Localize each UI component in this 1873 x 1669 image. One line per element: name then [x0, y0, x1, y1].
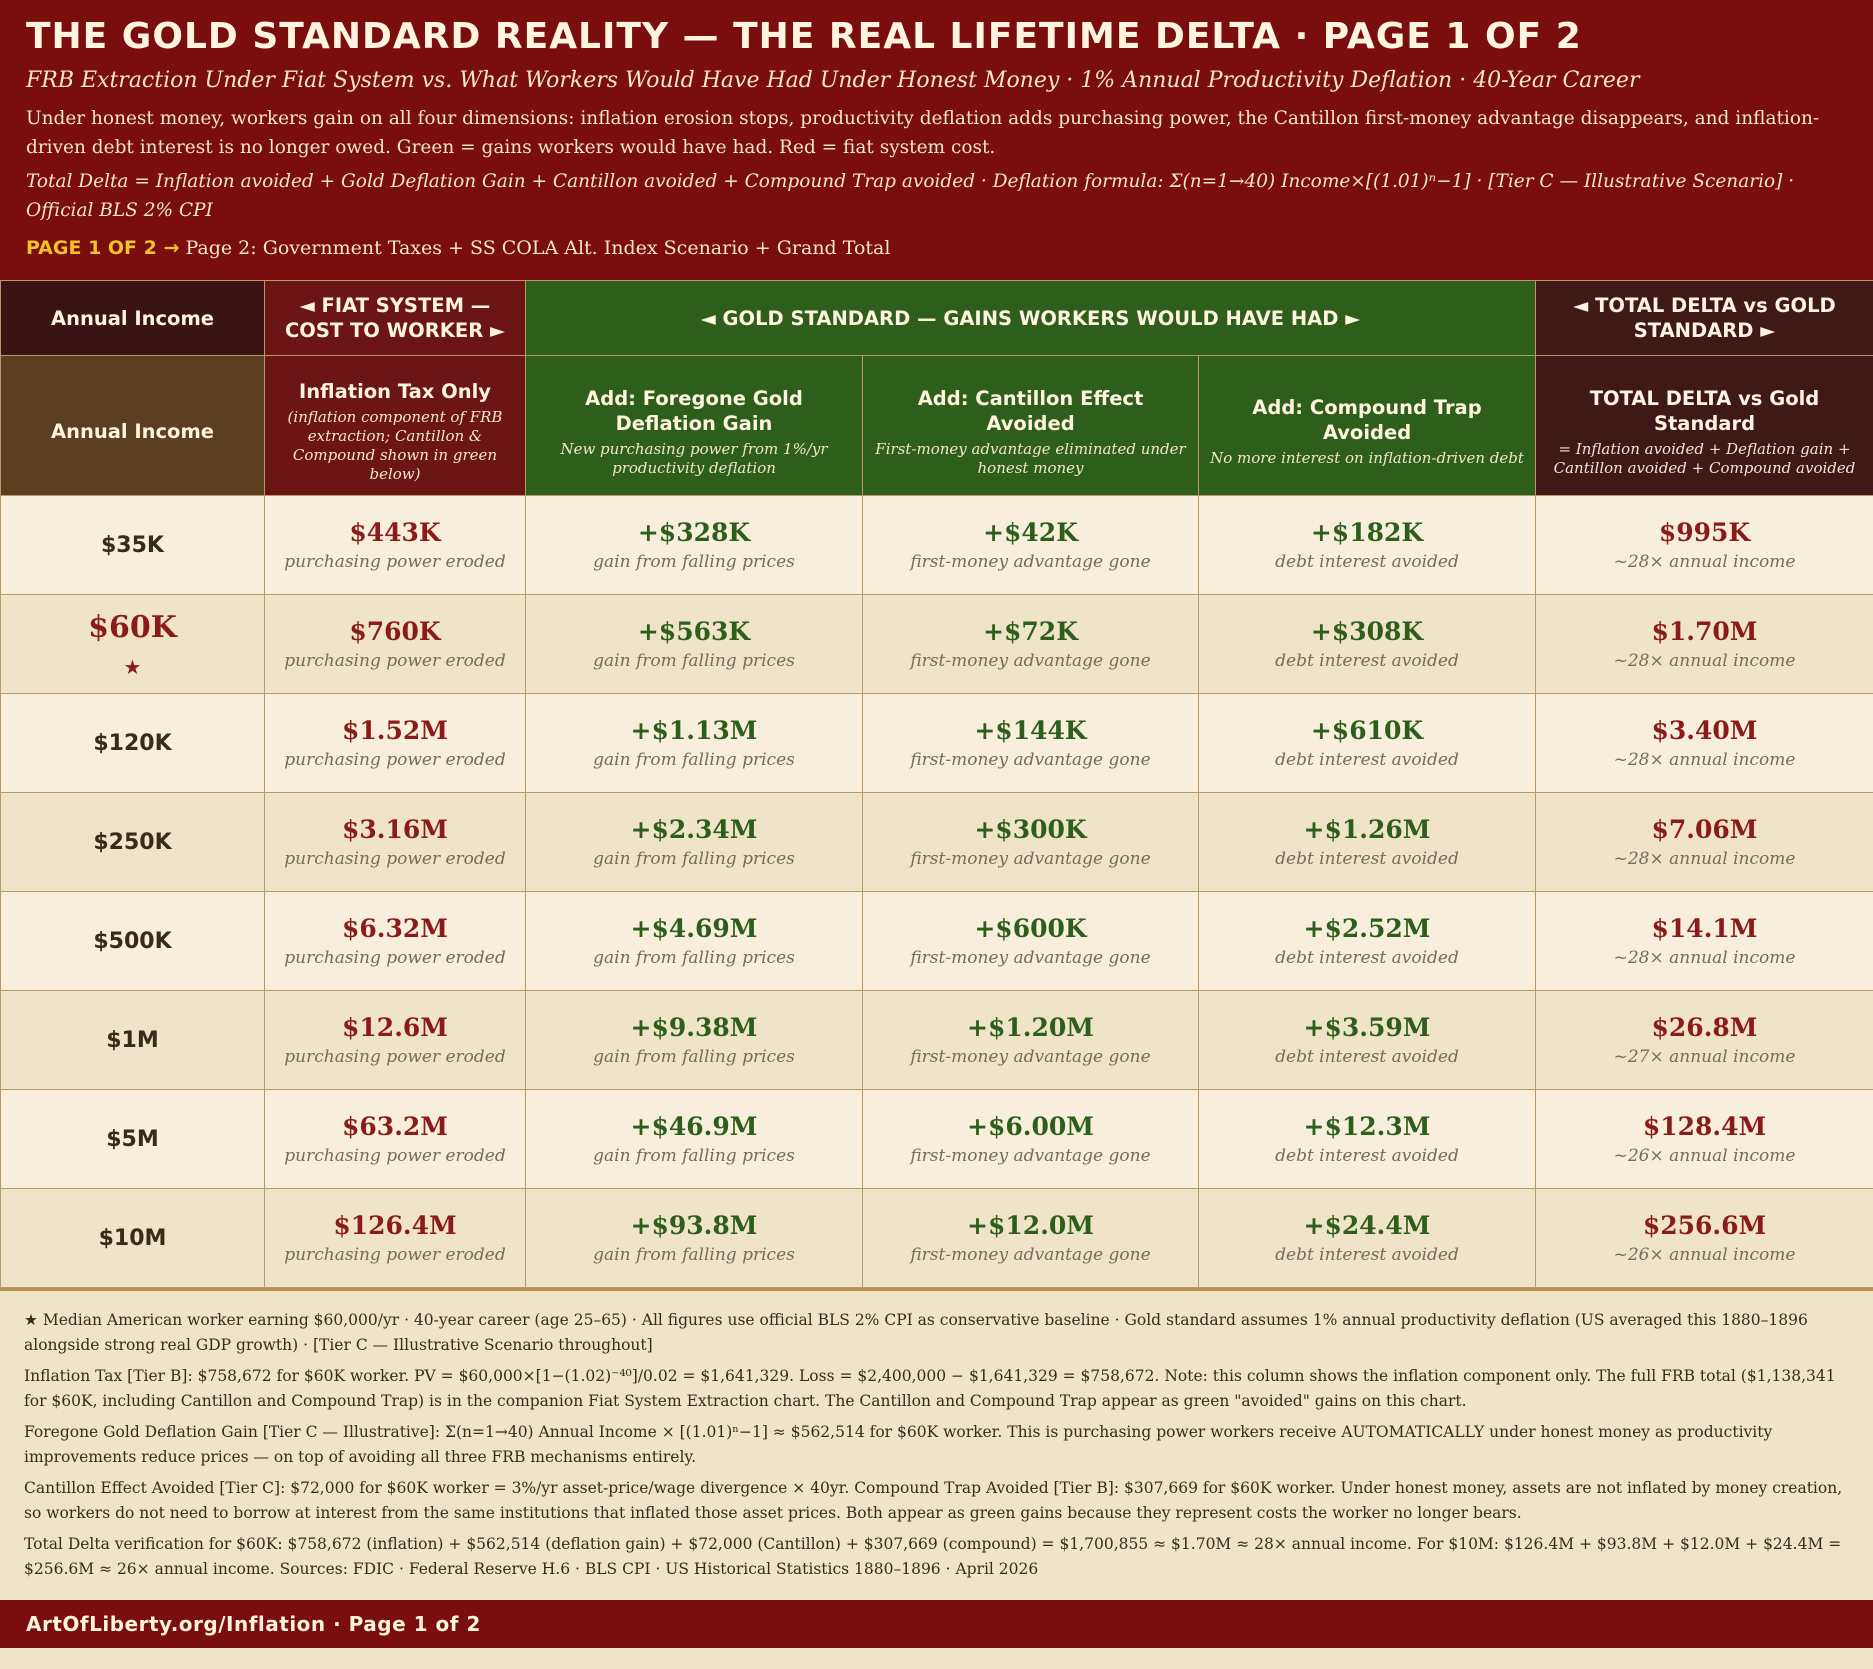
col-total: TOTAL DELTA vs Gold Standard = Inflation avoided + Deflation gain + Cantillon avoided + Compound avoided	[1536, 356, 1873, 496]
deflation-gain-value: +$4.69M	[630, 914, 758, 943]
cantillon-cell	[863, 1090, 1199, 1189]
deflation-gain-label: gain from falling prices	[593, 849, 795, 869]
table-row	[1, 1189, 1873, 1288]
cantillon-value: +$12.0M	[967, 1211, 1094, 1240]
cantillon-label: first-money advantage gone	[910, 849, 1151, 869]
compound-label: debt interest avoided	[1275, 1245, 1459, 1265]
total-delta-value: $3.40M	[1651, 716, 1758, 745]
footnote-median: ★ Median American worker earning $60,000/yr · 40-year career (age 25–65) · All figures use official BLS 2% CPI as conservative baseline · Gold standard assumes 1% annual productivity deflation (US averaged this 1880–1896 alongside strong real GDP growth) · [Tier C — Illustrative Scenario throughout]	[24, 1311, 1808, 1354]
compound-label: debt interest avoided	[1275, 651, 1459, 671]
inflation-tax-value: $3.16M	[342, 815, 448, 844]
footnote-inflation: Inflation Tax [Tier B]: $758,672 for $60K worker. PV = $60,000×[1−(1.02)⁻⁴⁰]/0.02 = $1,641,329. Loss = $2,400,000 − $1,641,329 = $758,672. Note: this column shows the inflation component only. The full FRB total ($1,138,341 for $60K, including Cantillon and Compound Trap) is in the companion Fiat System Extraction chart. The Cantillon and Compound Trap appear as green "avoided" gains on this chart.	[24, 1367, 1836, 1410]
income-cell	[1, 1189, 265, 1288]
total-delta-cell	[1536, 1189, 1873, 1288]
compound-value: +$24.4M	[1303, 1211, 1431, 1240]
deflation-gain-label: gain from falling prices	[593, 948, 795, 968]
formula-text: Total Delta = Inflation avoided + Gold Deflation Gain + Cantillon avoided + Compound Trap avoided · Deflation formula: Σ(n=1→40) Income×[(1.01)ⁿ−1] · [Tier C — Illustrative Scenario] · Official BLS 2% CPI	[26, 171, 1795, 221]
total-delta-cell	[1536, 991, 1873, 1090]
inflation-tax-cell	[265, 991, 526, 1090]
cantillon-cell	[863, 1189, 1199, 1288]
compound-label: debt interest avoided	[1275, 1047, 1459, 1067]
group-income: Annual Income	[1, 281, 265, 356]
header	[0, 0, 1873, 280]
income-cell	[1, 1090, 265, 1189]
total-delta-cell	[1536, 694, 1873, 793]
deflation-gain-value: +$1.13M	[630, 716, 758, 745]
deflation-gain-cell	[526, 892, 863, 991]
deflation-gain-label: gain from falling prices	[593, 1146, 795, 1166]
total-delta-cell	[1536, 892, 1873, 991]
deflation-gain-label: gain from falling prices	[593, 1047, 795, 1067]
total-delta-label: ~28× annual income	[1613, 651, 1796, 671]
total-delta-label: ~28× annual income	[1613, 948, 1796, 968]
inflation-tax-value: $63.2M	[342, 1112, 448, 1141]
page-subtitle: FRB Extraction Under Fiat System vs. What Workers Would Have Had Under Honest Money · 1% Annual Productivity Deflation · 40-Year Career	[26, 68, 1640, 93]
inflation-tax-cell	[265, 1189, 526, 1288]
cantillon-value: +$6.00M	[967, 1112, 1094, 1141]
total-delta-cell	[1536, 1090, 1873, 1189]
total-delta-label: ~28× annual income	[1613, 552, 1796, 572]
cantillon-label: first-money advantage gone	[910, 948, 1151, 968]
group-fiat: ◄ FIAT SYSTEM — COST TO WORKER ►	[265, 281, 526, 356]
inflation-tax-value: $6.32M	[342, 914, 448, 943]
cantillon-value: +$600K	[974, 914, 1087, 943]
total-delta-value: $1.70M	[1651, 617, 1758, 646]
median-star-icon: ★	[123, 654, 142, 679]
inflation-tax-label: purchasing power eroded	[284, 552, 506, 572]
inflation-tax-value: $760K	[349, 617, 441, 646]
compound-label: debt interest avoided	[1275, 1146, 1459, 1166]
cantillon-label: first-money advantage gone	[910, 552, 1151, 572]
delta-table	[0, 280, 1873, 1288]
deflation-gain-value: +$46.9M	[630, 1112, 758, 1141]
footnote-deflation: Foregone Gold Deflation Gain [Tier C — Illustrative]: Σ(n=1→40) Annual Income × [(1.01)ⁿ−1] ≈ $562,514 for $60K worker. This is purchasing power workers receive AUTOMATICALLY under honest money as productivity improvements reduce prices — on top of avoiding all three FRB mechanisms entirely.	[24, 1423, 1773, 1466]
page-marker: PAGE 1 OF 2 →	[26, 237, 180, 259]
income-cell	[1, 991, 265, 1090]
compound-value: +$610K	[1310, 716, 1424, 745]
table-row	[1, 793, 1873, 892]
compound-cell	[1199, 892, 1536, 991]
cantillon-value: +$1.20M	[967, 1013, 1094, 1042]
cantillon-label: first-money advantage gone	[910, 1047, 1151, 1067]
total-delta-label: ~28× annual income	[1613, 849, 1796, 869]
income-cell	[1, 793, 265, 892]
compound-cell	[1199, 496, 1536, 595]
income-value: $500K	[93, 928, 172, 954]
total-delta-value: $26.8M	[1651, 1013, 1758, 1042]
cantillon-value: +$42K	[983, 518, 1078, 547]
total-delta-label: ~28× annual income	[1613, 750, 1796, 770]
total-delta-label: ~26× annual income	[1613, 1146, 1796, 1166]
deflation-gain-label: gain from falling prices	[593, 651, 795, 671]
inflation-tax-value: $126.4M	[333, 1211, 457, 1240]
cantillon-label: first-money advantage gone	[910, 1146, 1151, 1166]
inflation-tax-label: purchasing power eroded	[284, 1047, 506, 1067]
cantillon-value: +$300K	[974, 815, 1087, 844]
page-title: THE GOLD STANDARD REALITY — THE REAL LIFETIME DELTA · PAGE 1 OF 2	[26, 16, 1582, 57]
deflation-gain-cell	[526, 694, 863, 793]
compound-value: +$1.26M	[1303, 815, 1431, 844]
deflation-gain-label: gain from falling prices	[593, 750, 795, 770]
inflation-tax-label: purchasing power eroded	[284, 849, 506, 869]
footer	[0, 1600, 1873, 1648]
footnote-cantillon: Cantillon Effect Avoided [Tier C]: $72,000 for $60K worker = 3%/yr asset-price/wage divergence × 40yr. Compound Trap Avoided [Tier B]: $307,669 for $60K worker. Under honest money, assets are not inflated by money creation, so workers do not need to borrow at interest from the same institutions that inflated those asset prices. Both appear as green gains because they represent costs the worker no longer bears.	[24, 1479, 1843, 1522]
deflation-gain-value: +$93.8M	[630, 1211, 758, 1240]
cantillon-label: first-money advantage gone	[910, 750, 1151, 770]
inflation-tax-label: purchasing power eroded	[284, 1245, 506, 1265]
cantillon-cell	[863, 595, 1199, 694]
deflation-gain-cell	[526, 595, 863, 694]
table-body	[1, 496, 1873, 1288]
col-inflation-tax: Inflation Tax Only (inflation component of FRB extraction; Cantillon & Compound shown in green below)	[265, 356, 526, 496]
total-delta-value: $14.1M	[1651, 914, 1758, 943]
total-delta-cell	[1536, 496, 1873, 595]
compound-cell	[1199, 595, 1536, 694]
compound-value: +$3.59M	[1303, 1013, 1431, 1042]
deflation-gain-value: +$9.38M	[630, 1013, 758, 1042]
page-note-text: Page 2: Government Taxes + SS COLA Alt. Index Scenario + Grand Total	[179, 237, 891, 259]
compound-cell	[1199, 1189, 1536, 1288]
compound-value: +$12.3M	[1303, 1112, 1431, 1141]
inflation-tax-value: $12.6M	[342, 1013, 448, 1042]
total-delta-label: ~26× annual income	[1613, 1245, 1796, 1265]
income-value: $60K	[88, 609, 177, 645]
col-compound: Add: Compound Trap Avoided No more interest on inflation-driven debt	[1199, 356, 1536, 496]
cantillon-cell	[863, 496, 1199, 595]
inflation-tax-value: $1.52M	[342, 716, 448, 745]
deflation-gain-cell	[526, 1090, 863, 1189]
table-row	[1, 1090, 1873, 1189]
col-deflation-gain: Add: Foregone Gold Deflation Gain New purchasing power from 1%/yr productivity deflation	[526, 356, 863, 496]
compound-label: debt interest avoided	[1275, 750, 1459, 770]
cantillon-value: +$144K	[974, 716, 1087, 745]
compound-value: +$308K	[1310, 617, 1424, 646]
footnote-verification: Total Delta verification for $60K: $758,672 (inflation) + $562,514 (deflation gain) + $72,000 (Cantillon) + $307,669 (compound) = $1,700,855 ≈ $1.70M ≈ 28× annual income. For $10M: $126.4M + $93.8M + $12.0M + $24.4M = $256.6M ≈ 26× annual income. Sources: FDIC · Federal Reserve H.6 · BLS CPI · US Historical Statistics 1880–1896 · April 2026	[24, 1535, 1842, 1578]
deflation-gain-label: gain from falling prices	[593, 1245, 795, 1265]
inflation-tax-label: purchasing power eroded	[284, 750, 506, 770]
footnotes	[0, 1288, 1873, 1600]
deflation-gain-cell	[526, 793, 863, 892]
income-cell	[1, 595, 265, 694]
page-note	[26, 234, 1847, 263]
deflation-gain-value: +$563K	[637, 617, 751, 646]
income-value: $5M	[106, 1126, 159, 1152]
compound-label: debt interest avoided	[1275, 948, 1459, 968]
cantillon-cell	[863, 892, 1199, 991]
total-delta-cell	[1536, 793, 1873, 892]
income-value: $250K	[93, 829, 172, 855]
compound-label: debt interest avoided	[1275, 552, 1459, 572]
income-value: $10M	[98, 1225, 167, 1251]
group-header-row	[1, 281, 1873, 356]
deflation-gain-cell	[526, 1189, 863, 1288]
income-value: $1M	[106, 1027, 159, 1053]
inflation-tax-cell	[265, 793, 526, 892]
inflation-tax-cell	[265, 595, 526, 694]
compound-cell	[1199, 1090, 1536, 1189]
income-value: $35K	[101, 532, 164, 558]
deflation-gain-cell	[526, 991, 863, 1090]
income-cell	[1, 694, 265, 793]
table-row	[1, 694, 1873, 793]
compound-label: debt interest avoided	[1275, 849, 1459, 869]
total-delta-cell	[1536, 595, 1873, 694]
cantillon-cell	[863, 694, 1199, 793]
inflation-tax-label: purchasing power eroded	[284, 948, 506, 968]
table-row	[1, 595, 1873, 694]
col-cantillon: Add: Cantillon Effect Avoided First-money advantage eliminated under honest money	[863, 356, 1199, 496]
inflation-tax-cell	[265, 496, 526, 595]
cantillon-value: +$72K	[983, 617, 1078, 646]
deflation-gain-cell	[526, 496, 863, 595]
inflation-tax-cell	[265, 892, 526, 991]
col-income: Annual Income	[1, 356, 265, 496]
total-delta-value: $7.06M	[1651, 815, 1758, 844]
inflation-tax-label: purchasing power eroded	[284, 1146, 506, 1166]
cantillon-label: first-money advantage gone	[910, 1245, 1151, 1265]
table-row	[1, 991, 1873, 1090]
compound-cell	[1199, 694, 1536, 793]
cantillon-label: first-money advantage gone	[910, 651, 1151, 671]
income-cell	[1, 496, 265, 595]
deflation-gain-value: +$328K	[637, 518, 751, 547]
inflation-tax-value: $443K	[349, 518, 441, 547]
table-row	[1, 892, 1873, 991]
inflation-tax-cell	[265, 1090, 526, 1189]
total-delta-value: $256.6M	[1642, 1211, 1767, 1240]
cantillon-cell	[863, 991, 1199, 1090]
income-value: $120K	[93, 730, 172, 756]
footer-text: ArtOfLiberty.org/Inflation · Page 1 of 2	[26, 1612, 481, 1636]
total-delta-label: ~27× annual income	[1613, 1047, 1796, 1067]
compound-cell	[1199, 793, 1536, 892]
table-row	[1, 496, 1873, 595]
column-header-row	[1, 356, 1873, 496]
group-total: ◄ TOTAL DELTA vs GOLD STANDARD ►	[1536, 281, 1873, 356]
total-delta-value: $995K	[1658, 518, 1751, 547]
compound-cell	[1199, 991, 1536, 1090]
deflation-gain-label: gain from falling prices	[593, 552, 795, 572]
inflation-tax-label: purchasing power eroded	[284, 651, 506, 671]
intro-text: Under honest money, workers gain on all four dimensions: inflation erosion stops, productivity deflation adds purchasing power, the Cantillon first-money advantage disappears, and inflation-driven debt interest is no longer owed. Green = gains workers would have had. Red = fiat system cost.	[26, 108, 1820, 158]
total-delta-value: $128.4M	[1642, 1112, 1767, 1141]
compound-value: +$2.52M	[1303, 914, 1431, 943]
compound-value: +$182K	[1310, 518, 1424, 547]
cantillon-cell	[863, 793, 1199, 892]
income-cell	[1, 892, 265, 991]
group-gold: ◄ GOLD STANDARD — GAINS WORKERS WOULD HAVE HAD ►	[526, 281, 1536, 356]
inflation-tax-cell	[265, 694, 526, 793]
deflation-gain-value: +$2.34M	[630, 815, 758, 844]
